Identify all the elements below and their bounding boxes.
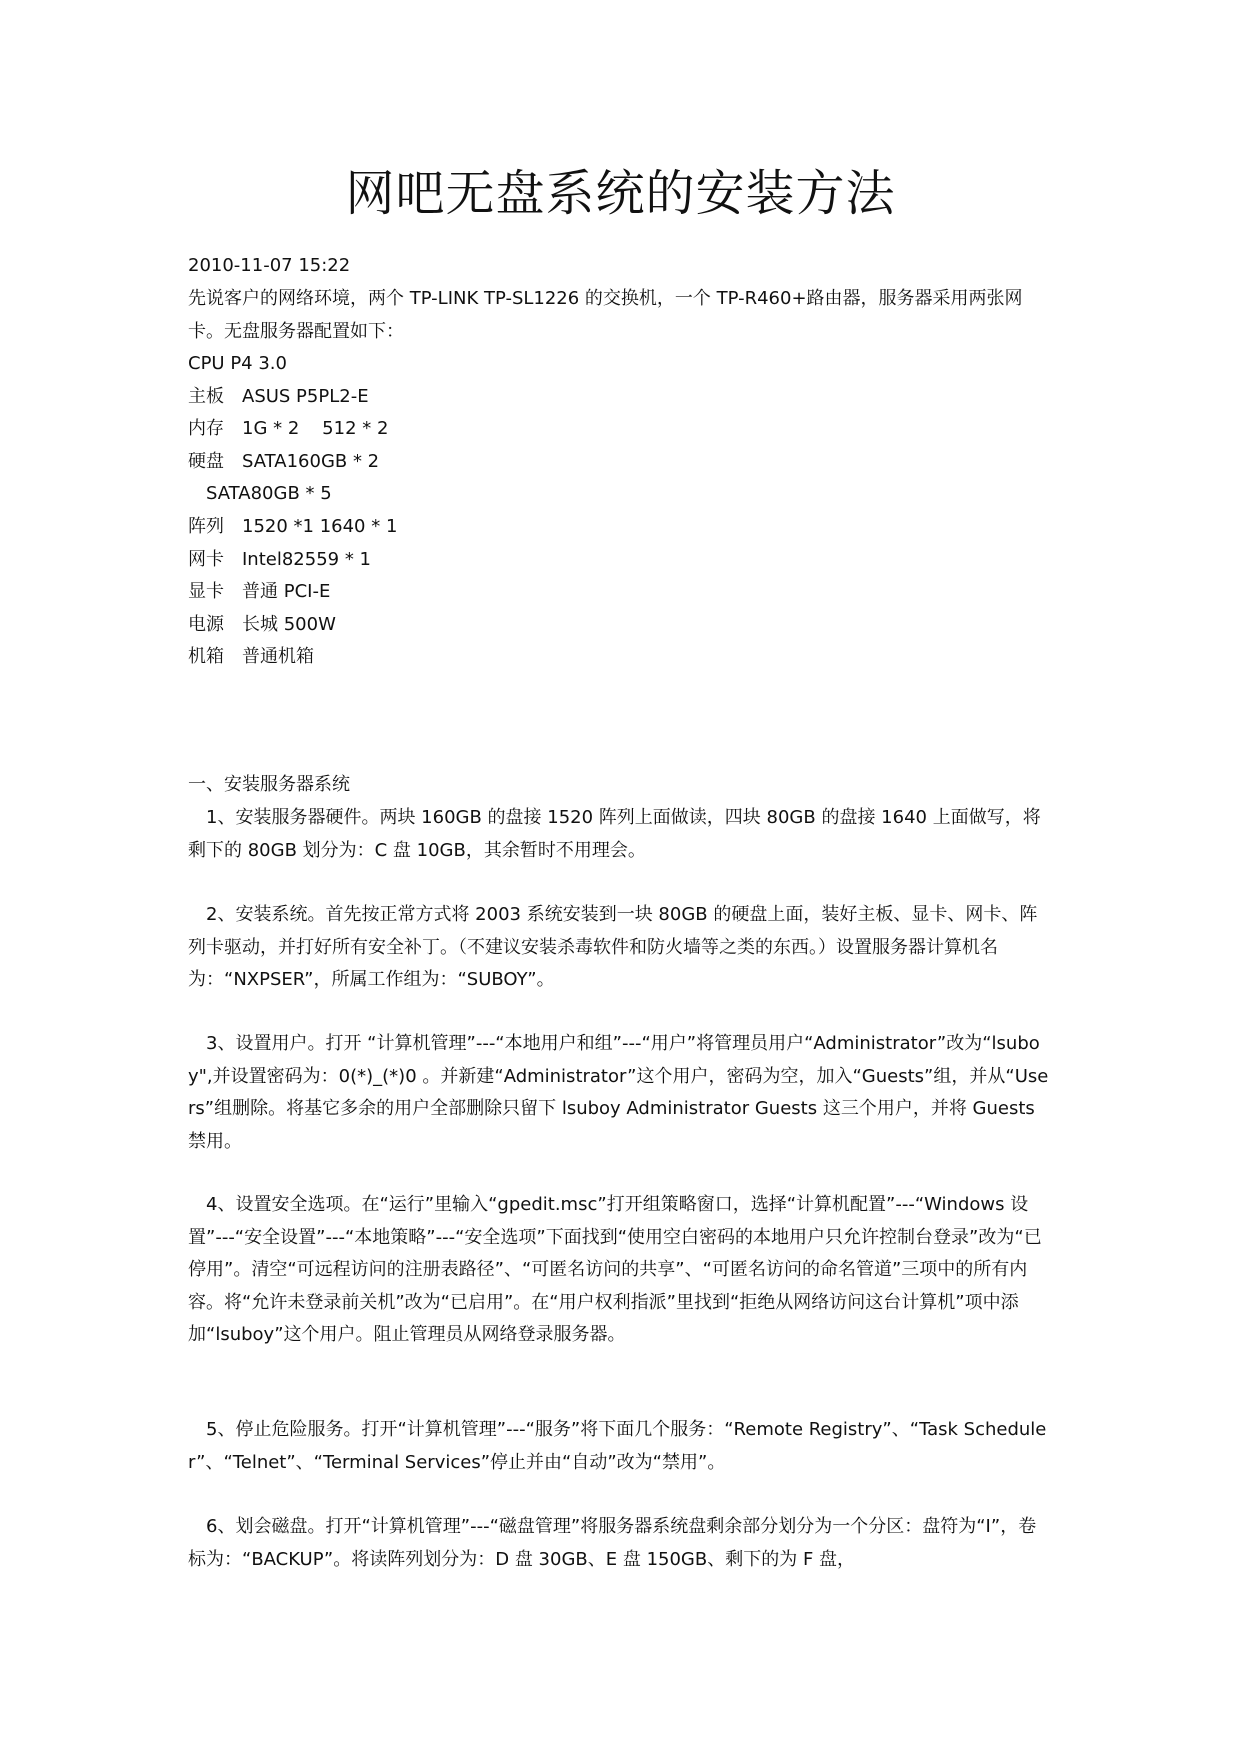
- spec-row-case: [188, 641, 397, 674]
- spec-value: 普通 PCI-E: [242, 581, 331, 603]
- spec-row-disk-2: [188, 478, 397, 511]
- spec-value: ASUS P5PL2-E: [242, 385, 369, 407]
- step-paragraph-3: 3、设置用户。打开 “计算机管理”---“本地用户和组”---“用户”将管理员用户“Administrator”改为“lsuboy",并设置密码为：0(*)_(*)0 。并新建“Administrator”这个用户，密码为空，加入“Guests”组，并从“Users”组删除。将基它多余的用户全部删除只留下 lsuboy Administrator Guests 这三个用户，并将 Guests 禁用。: [188, 1033, 1049, 1152]
- spec-value: SATA160GB * 2: [242, 450, 380, 472]
- spec-label: 内存: [188, 418, 224, 440]
- spec-label: 主板: [188, 385, 224, 407]
- spec-label: 网卡: [188, 548, 224, 570]
- spec-value: 长城 500W: [242, 613, 336, 635]
- step-paragraph-2: 2、安装系统。首先按正常方式将 2003 系统安装到一块 80GB 的硬盘上面，装好主板、显卡、网卡、阵列卡驱动，并打好所有安全补丁。（不建议安装杀毒软件和防火墙等之类的东西。）设置服务器计算机名为：“NXPSER”，所属工作组为：“SUBOY”。: [188, 904, 1038, 990]
- spec-value: 1G * 2 512 * 2: [242, 418, 389, 440]
- spec-row-cpu: [188, 348, 397, 381]
- spec-value: 普通机箱: [242, 646, 314, 668]
- spec-value: SATA80GB * 5: [206, 483, 332, 505]
- spec-row-motherboard: [188, 381, 397, 414]
- spec-label: 机箱: [188, 646, 224, 668]
- spec-row-memory: [188, 413, 397, 446]
- step-paragraph-1: 1、安装服务器硬件。两块 160GB 的盘接 1520 阵列上面做读，四块 80GB 的盘接 1640 上面做写，将剩下的 80GB 划分为：C 盘 10GB，其余暂时不用理会。: [188, 807, 1041, 861]
- spec-value: Intel82559 * 1: [242, 548, 372, 570]
- server-spec-list: [188, 348, 397, 674]
- spec-row-gpu: [188, 576, 397, 609]
- intro-paragraph: 先说客户的网络环境，两个 TP-LINK TP-SL1226 的交换机，一个 TP-R460+路由器，服务器采用两张网卡。无盘服务器配置如下：: [188, 288, 1023, 342]
- document-title: 网吧无盘系统的安装方法: [345, 165, 896, 222]
- spec-label: 电源: [188, 613, 224, 635]
- step-paragraph-6: 6、划会磁盘。打开“计算机管理”---“磁盘管理”将服务器系统盘剩余部分划分为一个分区：盘符为“I”，卷标为：“BACKUP”。将读阵列划分为：D 盘 30GB、E 盘 150GB、剩下的为 F 盘，: [188, 1516, 1037, 1570]
- spec-row-nic: [188, 544, 397, 577]
- spec-row-array: [188, 511, 397, 544]
- spec-row-disk: [188, 446, 397, 479]
- spec-value: 1520 *1 1640 * 1: [242, 515, 398, 537]
- section-heading: 一、安装服务器系统: [188, 774, 350, 795]
- step-paragraph-5: 5、停止危险服务。打开“计算机管理”---“服务”将下面几个服务：“Remote Registry”、“Task Scheduler”、“Telnet”、“Terminal Services”停止并由“自动”改为“禁用”。: [188, 1419, 1047, 1473]
- post-timestamp: 2010-11-07 15:22: [188, 255, 351, 276]
- spec-value: CPU P4 3.0: [188, 353, 287, 374]
- spec-label: 硬盘: [188, 450, 224, 472]
- spec-label: 显卡: [188, 581, 224, 603]
- step-paragraph-4: 4、设置安全选项。在“运行”里输入“gpedit.msc”打开组策略窗口，选择“计算机配置”---“Windows 设置”---“安全设置”---“本地策略”---“安全选项”下面找到“使用空白密码的本地用户只允许控制台登录”改为“已停用”。清空“可远程访问的注册表路径”、“可匿名访问的共享”、“可匿名访问的命名管道”三项中的所有内容。将“允许未登录前关机”改为“已启用”。在“用户权利指派”里找到“拒绝从网络访问这台计算机”项中添加“lsuboy”这个用户。阻止管理员从网络登录服务器。: [188, 1194, 1042, 1345]
- spec-label: 阵列: [188, 515, 224, 537]
- spec-row-psu: [188, 609, 397, 642]
